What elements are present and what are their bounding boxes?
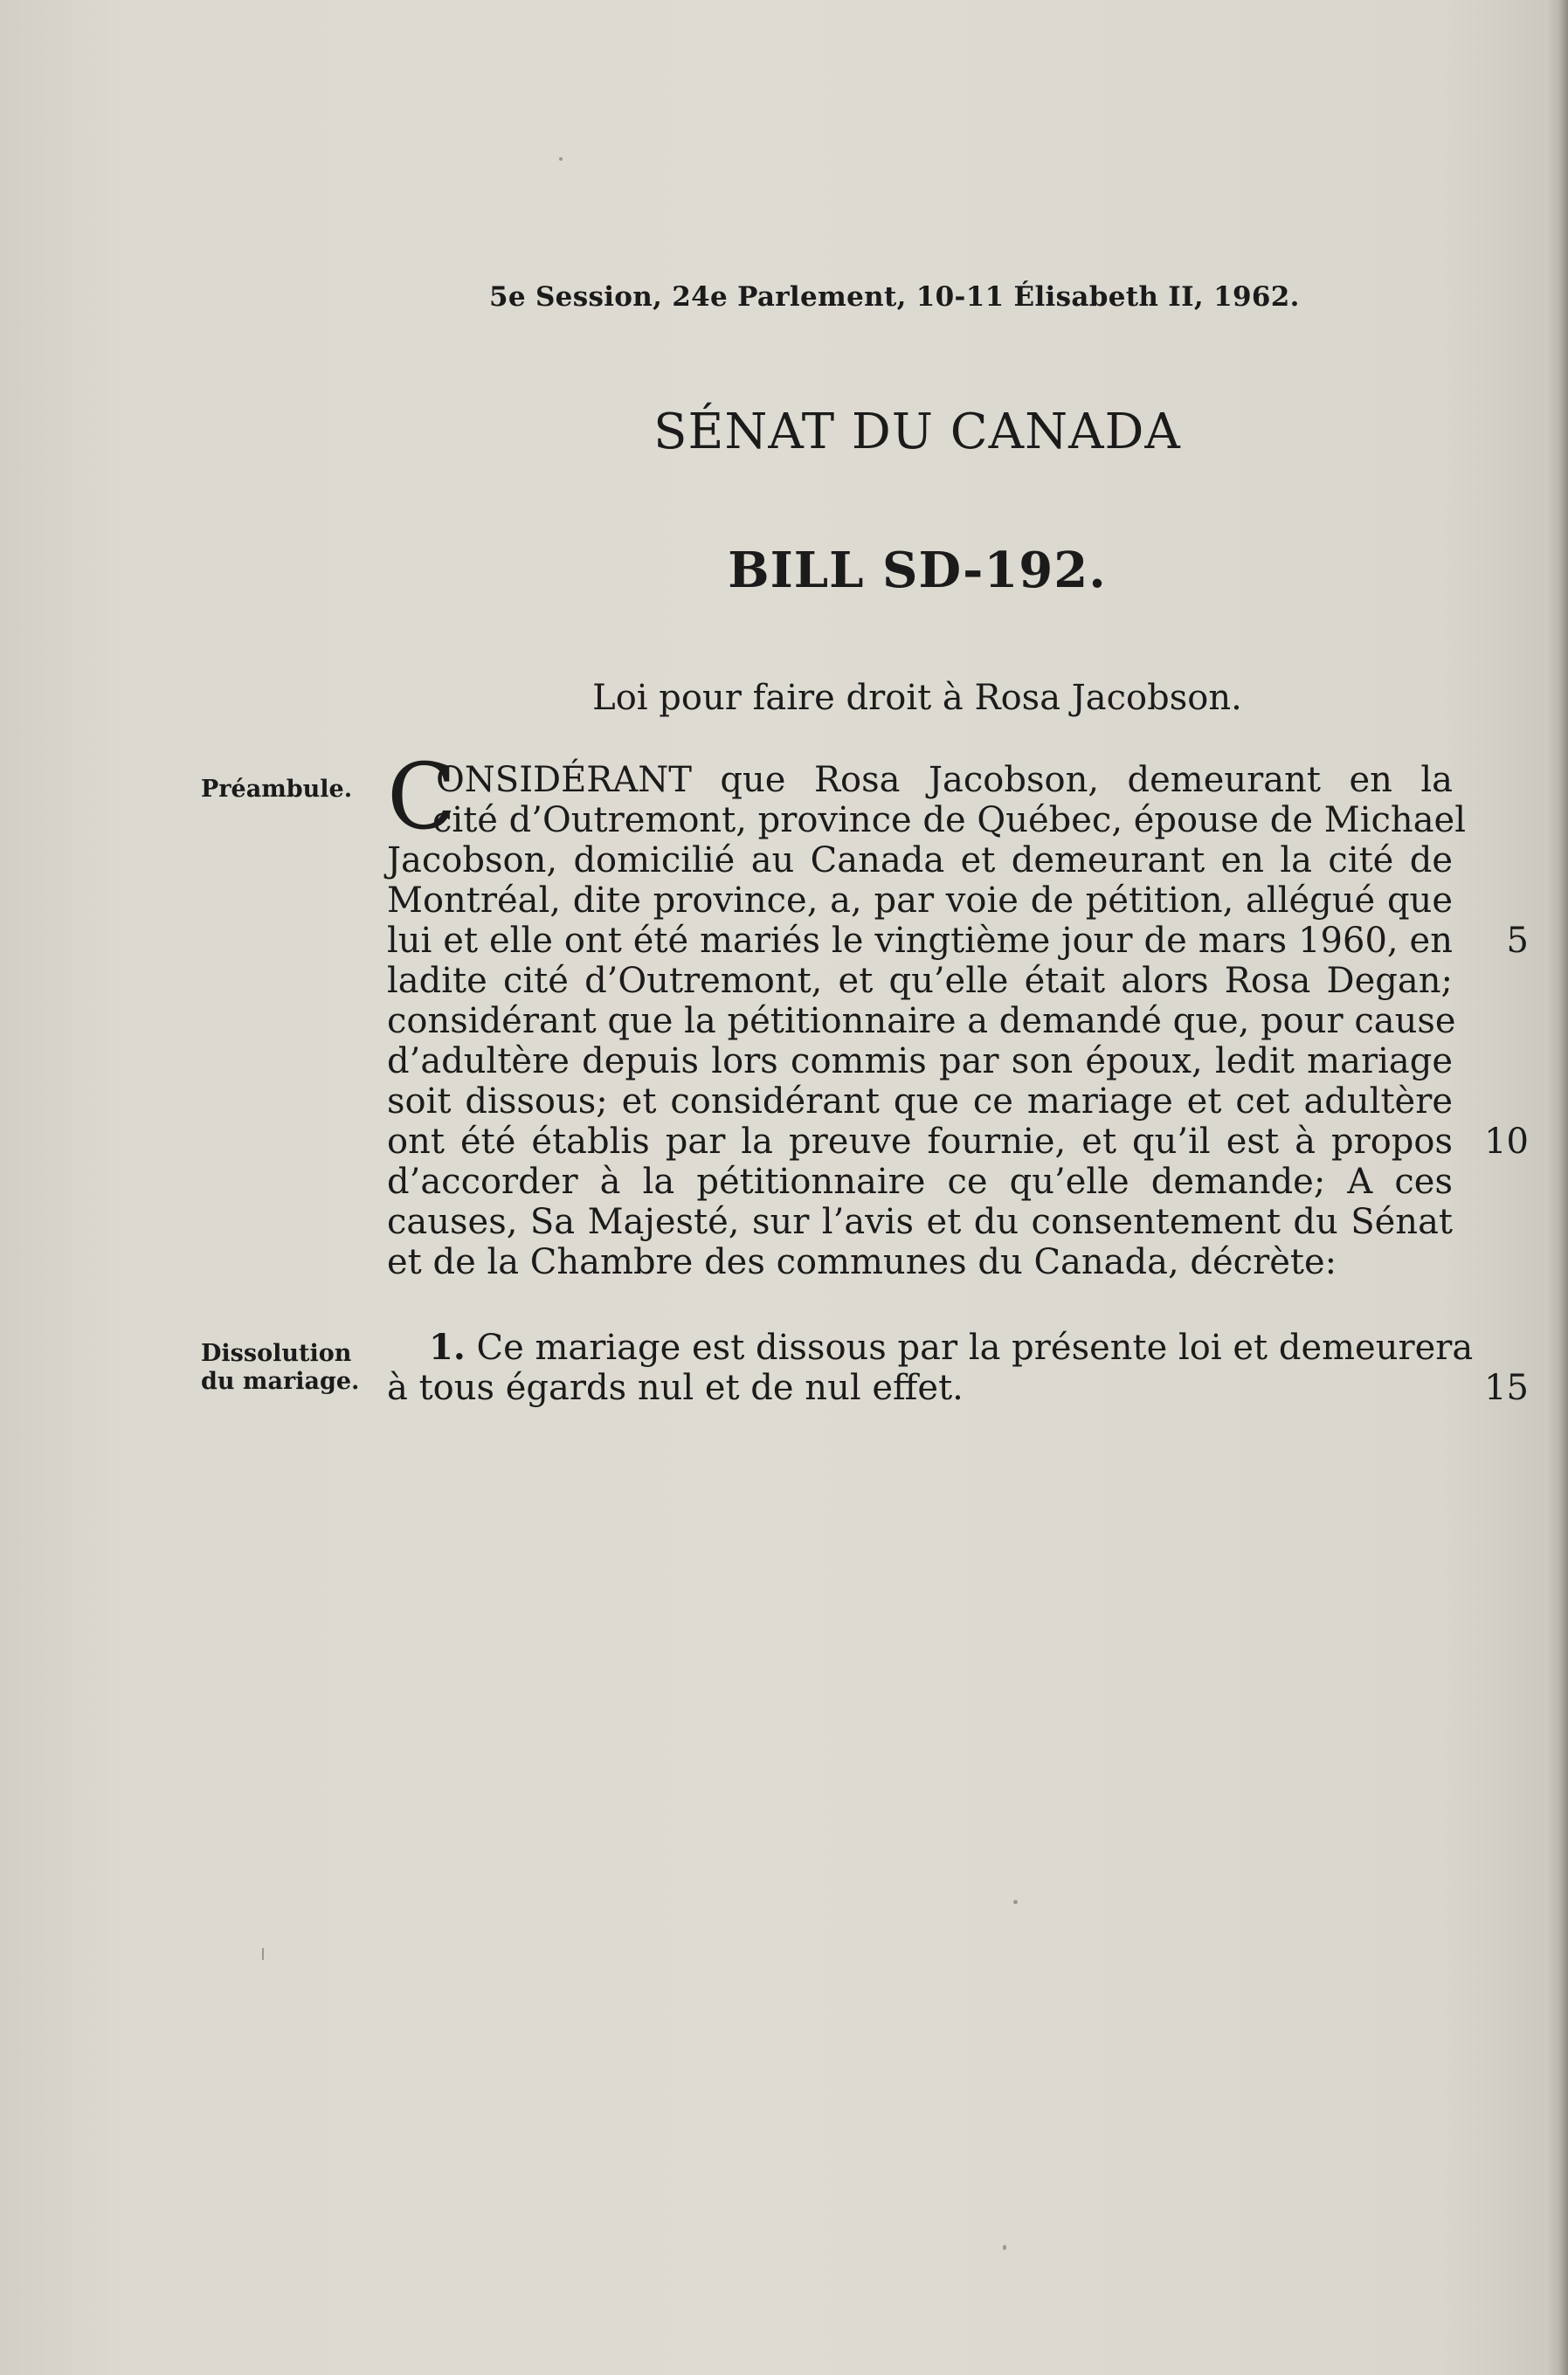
preamble-line: causes, Sa Majesté, sur l’avis et du consentement du Sénat <box>387 1202 1453 1242</box>
preamble-line: d’accorder à la pétitionnaire ce qu’elle demande; A ces <box>387 1162 1453 1202</box>
preamble-line: soit dissous; et considérant que ce mariage et cet adultère <box>387 1081 1453 1122</box>
preamble-first-line: ONSIDÉRANT que Rosa Jacobson, demeurant en la <box>436 760 1453 800</box>
preamble-line: ladite cité d’Outremont, et qu’elle était alors Rosa Degan; <box>387 961 1453 1001</box>
article-1-line2: à tous égards nul et de nul effet. <box>387 1368 964 1408</box>
preamble-line: lui et elle ont été mariés le vingtième jour de mars 1960, en <box>387 921 1453 961</box>
preamble-line: d’adultère depuis lors commis par son époux, ledit mariage <box>387 1041 1453 1081</box>
preamble-line: Montréal, dite province, a, par voie de pétition, allégué que <box>387 880 1453 921</box>
article-1 <box>387 1327 1474 1408</box>
preamble-line: cité d’Outremont, province de Québec, épouse de Michael <box>432 800 1467 840</box>
paper-speck <box>1003 2245 1006 2250</box>
session-line: 5e Session, 24e Parlement, 10-11 Élisabeth II, 1962. <box>489 281 1300 313</box>
article-1-text: Ce mariage est dissous par la présente loi et demeurera <box>465 1328 1474 1368</box>
line-number-15: 15 <box>1484 1368 1529 1408</box>
paper-speck <box>262 1948 264 1960</box>
preamble-line: considérant que la pétitionnaire a demandé que, pour cause <box>387 1001 1456 1041</box>
preamble-line: et de la Chambre des communes du Canada, décrète: <box>387 1242 1337 1282</box>
preamble-paragraph <box>387 800 1467 1282</box>
institution-title: SÉNAT DU CANADA <box>653 404 1181 460</box>
preamble-dropcap: C <box>387 743 457 850</box>
bill-title: Loi pour faire droit à Rosa Jacobson. <box>592 678 1242 718</box>
margin-note-dissolution-line1: Dissolution <box>201 1340 352 1367</box>
article-1-number: 1. <box>429 1327 466 1368</box>
margin-note-dissolution-line2: du mariage. <box>201 1368 360 1395</box>
margin-note-dissolution <box>201 1340 359 1396</box>
line-number-10: 10 <box>1484 1122 1529 1162</box>
bill-number: BILL SD-192. <box>728 542 1107 599</box>
article-1-line1 <box>387 1327 1474 1368</box>
paper-speck <box>559 157 563 161</box>
preamble-line: ont été établis par la preuve fournie, et qu’il est à propos <box>387 1122 1453 1162</box>
line-number-5: 5 <box>1506 921 1529 961</box>
paper-speck <box>1013 1900 1018 1904</box>
margin-note-preamble: Préambule. <box>201 776 353 803</box>
page-edge-shadow <box>1545 0 1568 2375</box>
preamble-line: Jacobson, domicilié au Canada et demeurant en la cité de <box>387 840 1453 880</box>
